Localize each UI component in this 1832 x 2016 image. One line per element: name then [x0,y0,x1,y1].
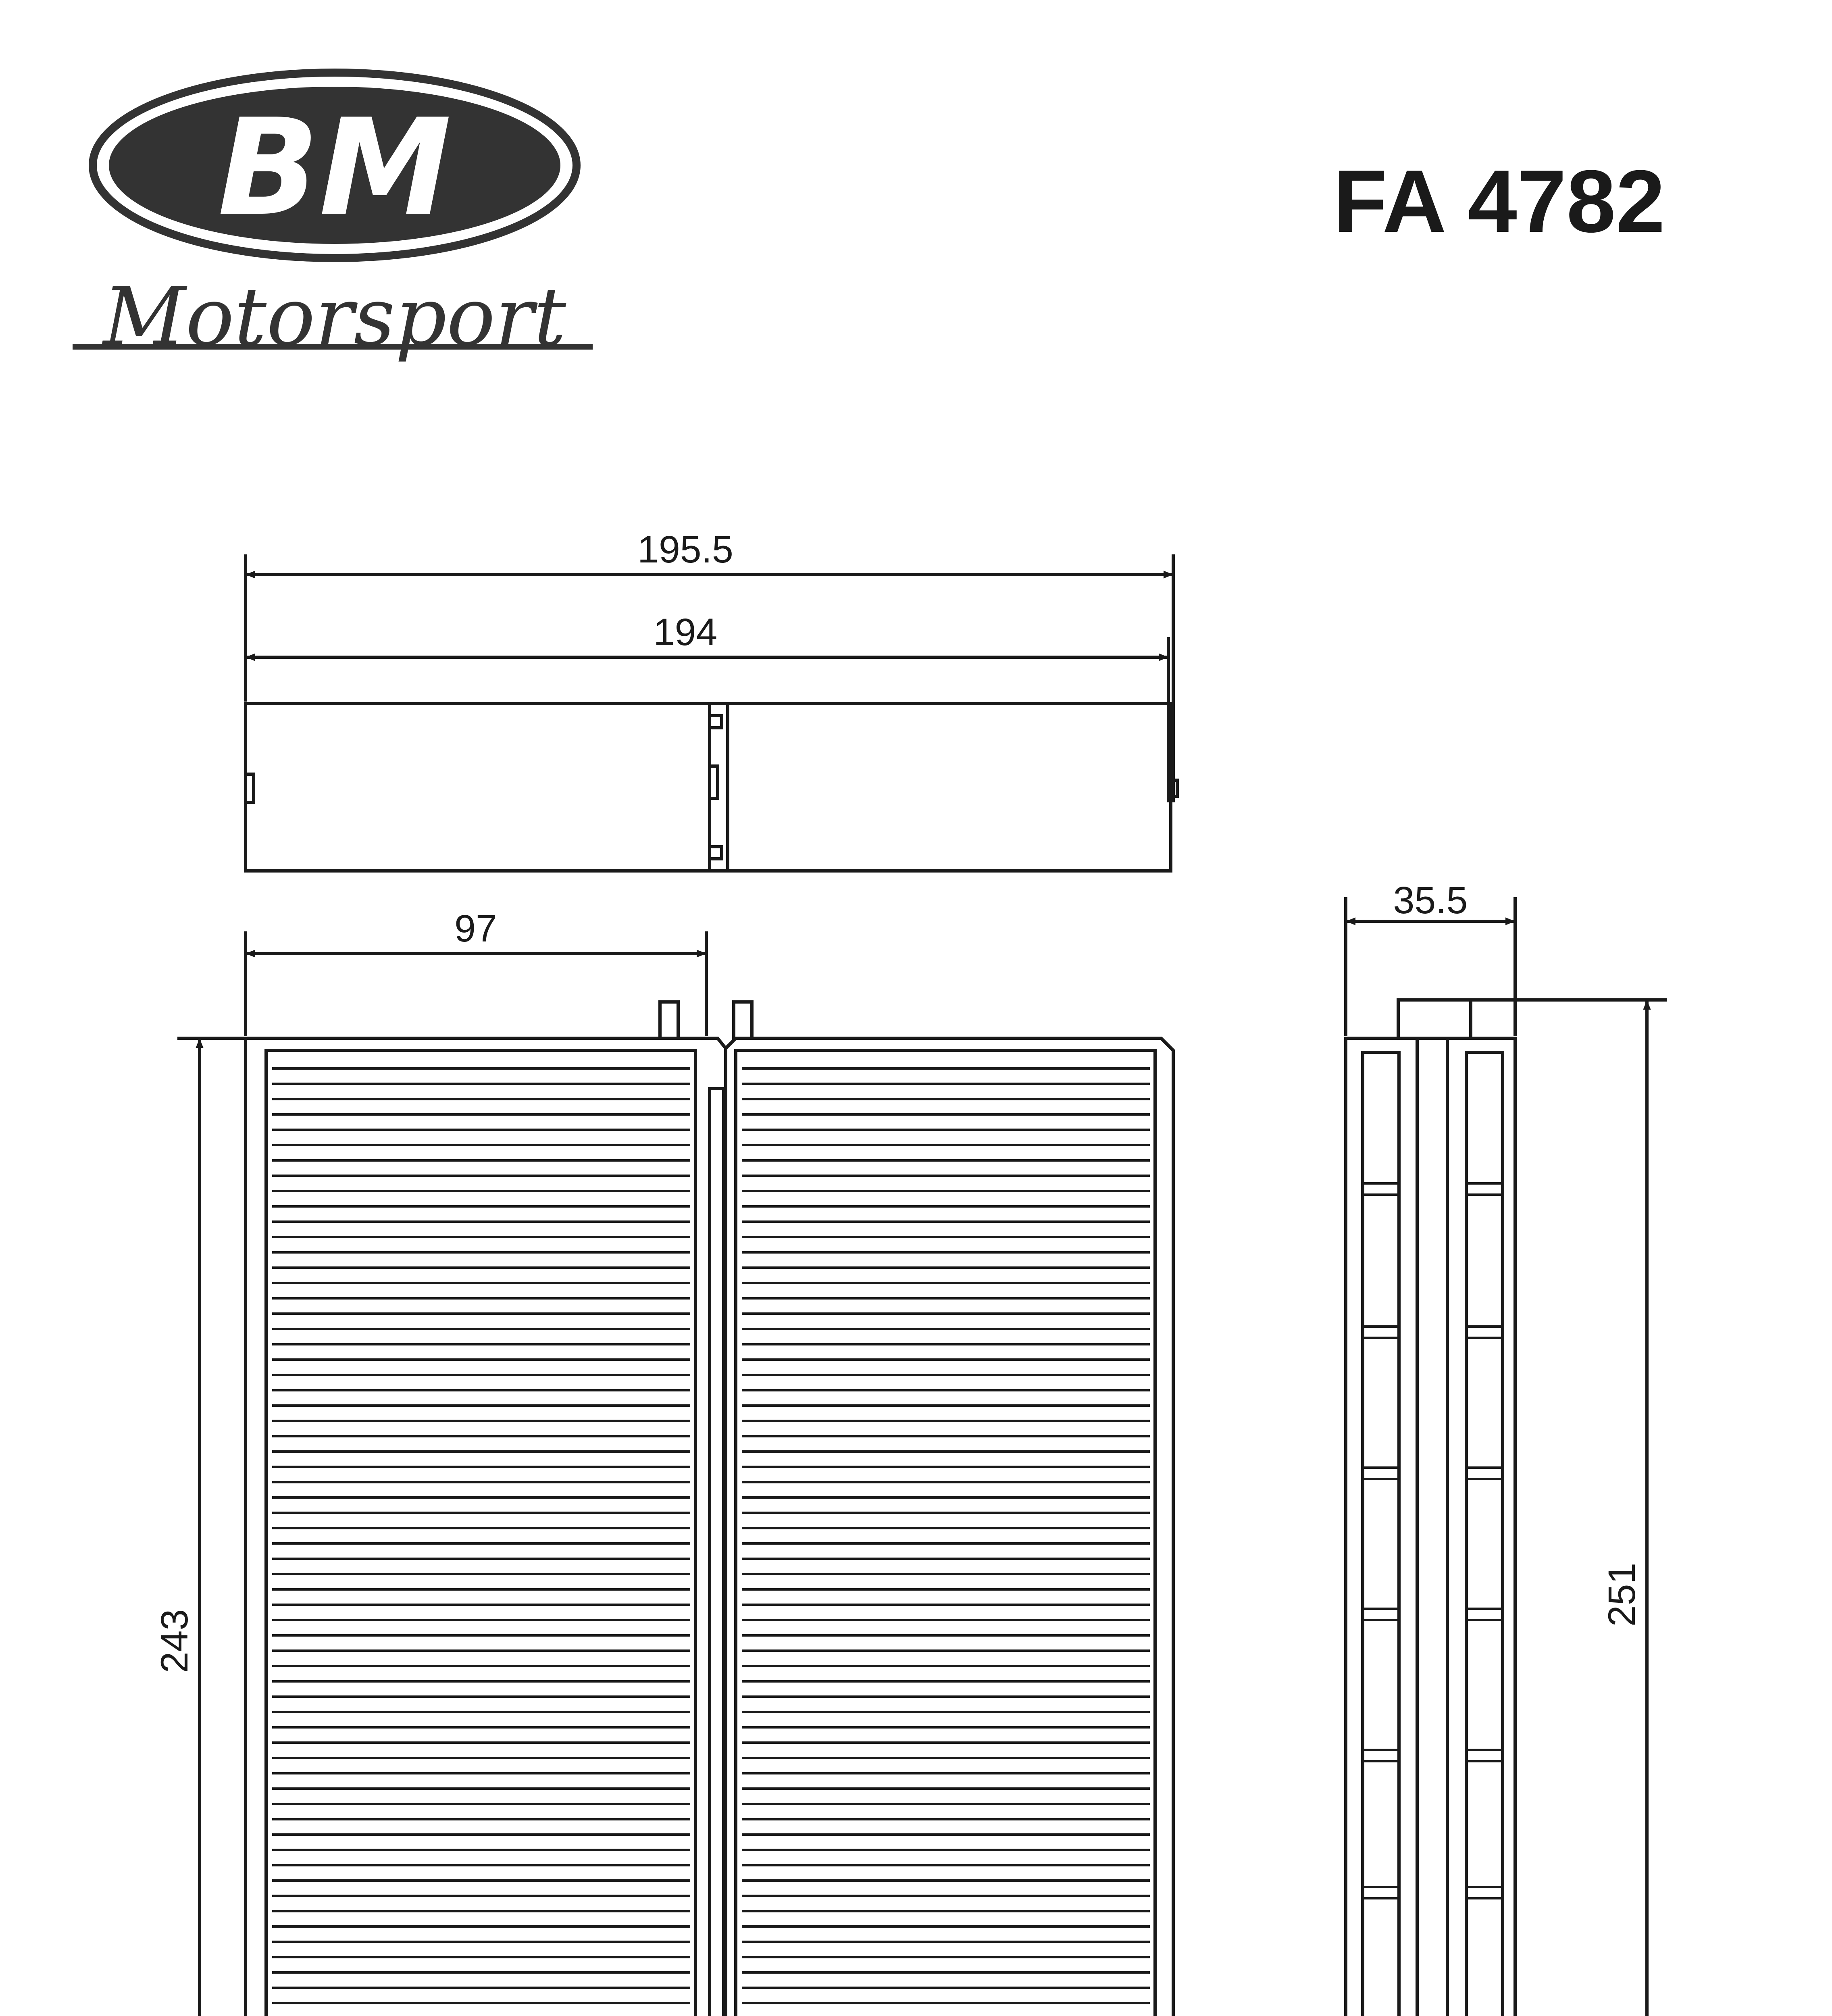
top-view-clips [710,716,722,859]
top-view [246,554,1177,871]
front-view-tab [660,1002,678,1038]
front-view-tab [734,1002,752,1038]
side-view [1346,897,1667,2016]
side-view-ribs [1363,1183,1503,2016]
front-center-seam [710,1089,724,2016]
dimension-label-side-height: 251 [1601,1562,1643,1627]
dimension-label-half-width: 97 [454,907,497,950]
side-view-left-channel [1363,1052,1399,2016]
dimension-label-top-inner: 194 [653,611,718,654]
front-right-inner [736,1050,1155,2016]
side-view-tab [1398,1000,1471,1038]
logo-subtitle: Motorsport [103,270,566,364]
dimension-label-depth: 35.5 [1393,879,1468,922]
part-number: FA 4782 [1333,152,1665,251]
dimension-label-top-overall: 195.5 [637,528,733,571]
side-view-body [1346,1038,1515,2016]
side-view-right-channel [1466,1052,1503,2016]
dimension-label-front-height: 243 [153,1609,196,1673]
front-view [177,931,1173,2016]
brand-logo [73,73,593,364]
front-left-inner [266,1050,695,2016]
logo-brand-text: BM [218,90,452,245]
